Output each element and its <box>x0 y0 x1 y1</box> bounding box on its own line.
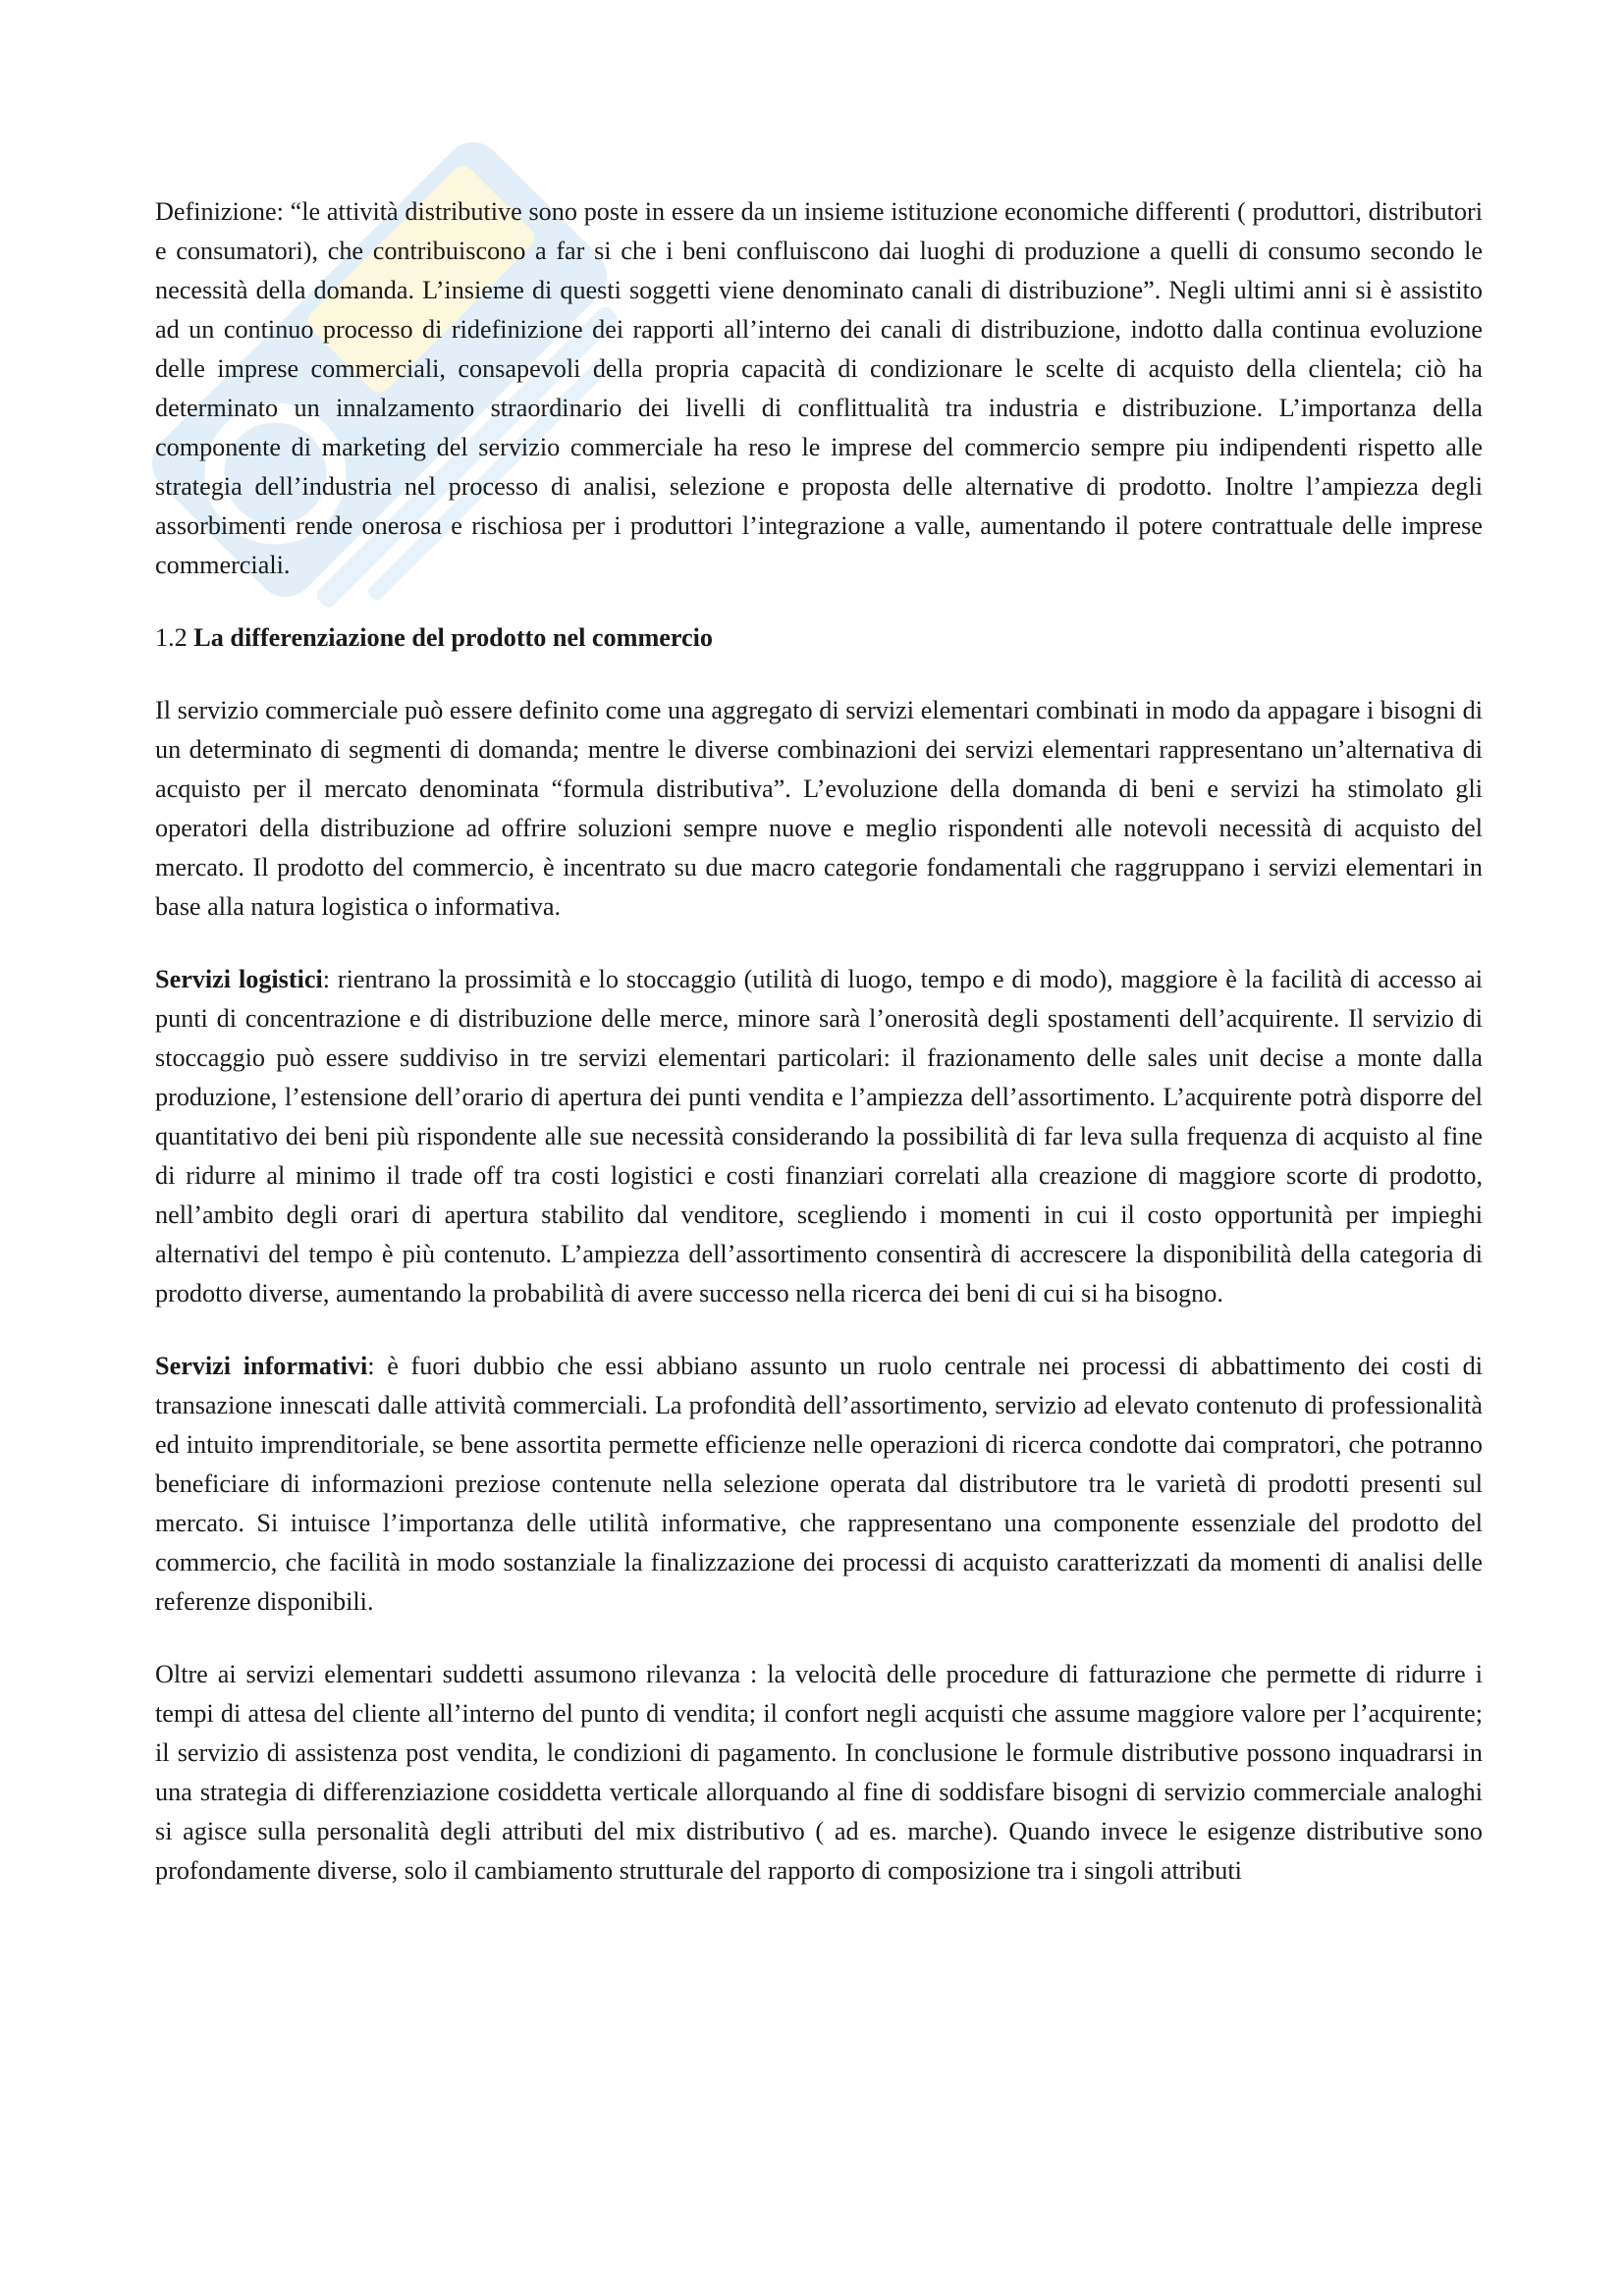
paragraph-servizi-logistici <box>155 960 1483 1313</box>
section-heading <box>155 618 1483 658</box>
document-page <box>155 192 1483 1891</box>
text-servizi-logistici: : rientrano la prossimità e lo stoccaggio (utilità di luogo, tempo e di modo), maggiore è la facilità di accesso ai punti di concentrazione e di distribuzione delle merce, minore sarà l’onerosità degli spostamenti dell’acquirente. Il servizio di stoccaggio può essere suddiviso in tre servizi elementari particolari: il frazionamento delle sales unit decise a monte dalla produzione, l’estensione dell’orario di apertura dei punti vendita e l’ampiezza dell’assortimento. L’acquirente potrà disporre del quantitativo dei beni più rispondente alle sue necessità considerando la possibilità di far leva sulla frequenza di acquisto al fine di ridurre al minimo il trade off tra costi logistici e costi finanziari correlati alla creazione di maggiore scorte di prodotto, nell’ambito degli orari di apertura stabilito dal venditore, scegliendo i momenti in cui il costo opportunità per impieghi alternativi del tempo è più contenuto. L’ampiezza dell’assortimento consentirà di accrescere la disponibilità della categoria di prodotto diverse, aumentando la probabilità di avere successo nella ricerca dei beni di cui si ha bisogno. <box>155 965 1484 1308</box>
section-number: 1.2 <box>155 623 188 652</box>
paragraph-servizi-informativi <box>155 1347 1483 1622</box>
text-servizi-informativi: : è fuori dubbio che essi abbiano assunto un ruolo centrale nei processi di abbattimento dei costi di transazione innescati dalle attività commerciali. La profondità dell’assortimento, servizio ad elevato contenuto di professionalità ed intuito imprenditoriale, se bene assortita permette efficienze nelle operazioni di ricerca condotte dai compratori, che potranno beneficiare di informazioni preziose contenute nella selezione operata dal distributore tra le varietà di prodotti presenti sul mercato. Si intuisce l’importanza delle utilità informative, che rappresentano una componente essenziale del prodotto del commercio, che facilità in modo sostanziale la finalizzazione dei processi di acquisto caratterizzati da momenti di analisi delle referenze disponibili. <box>155 1352 1483 1616</box>
term-servizi-logistici: Servizi logistici <box>155 965 323 993</box>
section-title: La differenziazione del prodotto nel commercio <box>193 623 714 652</box>
paragraph-oltre: Oltre ai servizi elementari suddetti assumono rilevanza : la velocità delle procedure di fatturazione che permette di ridurre i tempi di attesa del cliente all’interno del punto di vendita; il confort negli acquisti che assume maggiore valore per l’acquirente; il servizio di assistenza post vendita, le condizioni di pagamento. In conclusione le formule distributive possono inquadrarsi in una strategia di differenziazione cosiddetta verticale allorquando al fine di soddisfare bisogni di servizio commerciale analoghi si agisce sulla personalità degli attributi del mix distributivo ( ad es. marche). Quando invece le esigenze distributive sono profondamente diverse, solo il cambiamento strutturale del rapporto di composizione tra i singoli attributi <box>155 1660 1483 1885</box>
paragraph-definizione: Definizione: “le attività distributive sono poste in essere da un insieme istituzione economiche differenti ( produttori, distributori e consumatori), che contribuiscono a far si che i beni confluiscono dai luoghi di produzione a quelli di consumo secondo le necessità della domanda. L’insieme di questi soggetti viene denominato canali di distribuzione”. Negli ultimi anni si è assistito ad un continuo processo di ridefinizione dei rapporti all’interno dei canali di distribuzione, indotto dalla continua evoluzione delle imprese commerciali, consapevoli della propria capacità di condizionare le scelte di acquisto della clientela; ciò ha determinato un innalzamento straordinario dei livelli di conflittualità tra industria e distribuzione. L’importanza della componente di marketing del servizio commerciale ha reso le imprese del commercio sempre piu indipendenti rispetto alle strategia dell’industria nel processo di analisi, selezione e proposta delle alternative di prodotto. Inoltre l’ampiezza degli assorbimenti rende onerosa e rischiosa per i produttori l’integrazione a valle, aumentando il potere contrattuale delle imprese commerciali. <box>155 197 1483 579</box>
paragraph-servizio-commerciale: Il servizio commerciale può essere definito come una aggregato di servizi elementari combinati in modo da appagare i bisogni di un determinato di segmenti di domanda; mentre le diverse combinazioni dei servizi elementari rappresentano un’alternativa di acquisto per il mercato denominata “formula distributiva”. L’evoluzione della domanda di beni e servizi ha stimolato gli operatori della distribuzione ad offrire soluzioni sempre nuove e meglio rispondenti alle notevoli necessità di acquisto del mercato. Il prodotto del commercio, è incentrato su due macro categorie fondamentali che raggruppano i servizi elementari in base alla natura logistica o informativa. <box>155 696 1483 921</box>
term-servizi-informativi: Servizi informativi <box>155 1352 368 1380</box>
